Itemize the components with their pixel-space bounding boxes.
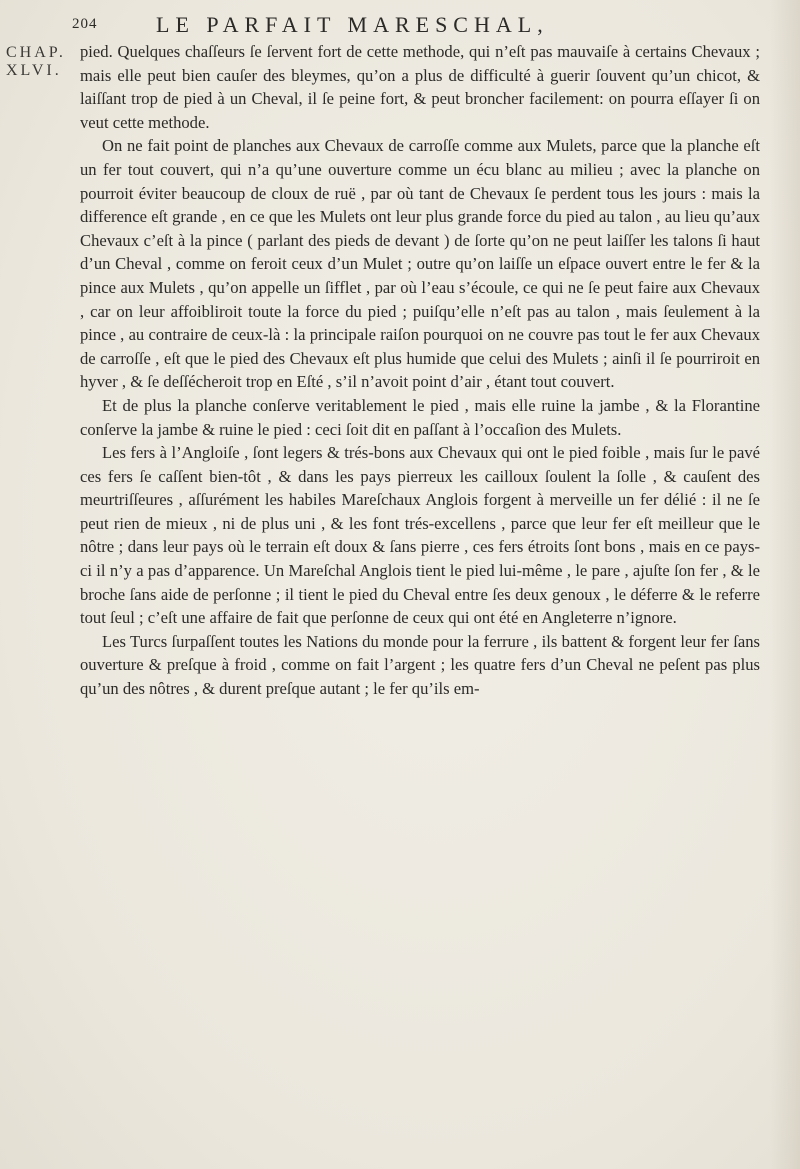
- margin-chapter-label: CHAP.: [6, 44, 66, 61]
- paragraph-5: Les Turcs ſurpaſſent toutes les Nations du monde pour la ferrure , ils battent & forgent leur fer ſans ouverture & preſque à froid , comme on fait l’argent ; les quatre fers d’un Cheval ne peſent pas plus qu’un des nôtres , & durent preſque autant ; le fer qu’ils em-: [80, 631, 760, 699]
- chapter-margin-note: [6, 44, 66, 80]
- paragraph-4: Les fers à l’Angloiſe , ſont legers & trés-bons aux Chevaux qui ont le pied foible , mais ſur le pavé ces fers ſe caſſent bien-tôt , & dans les pays pierreux les cailloux ſoulent la ſolle , & cauſent des meurtriſſeures , aſſurément les habiles Mareſchaux Anglois forgent à merveille un fer délié : il ne ſe peut rien de mieux , ni de plus uni , & les font trés-excellens , parce que leur fer eſt meilleur que le nôtre ; dans leur pays où le terrain eſt doux & ſans pierre , ces fers étroits ſont bons , mais en ce pays-ci il n’y a pas d’apparence. Un Mareſchal Anglois tient le pied lui-même , le pare , ajuſte ſon fer , & le broche ſans aide de perſonne ; il tient le pied du Cheval entre ſes deux genoux , le déferre & le referre tout ſeul ; c’eſt une affaire de fait que perſonne de ceux qui ont été en Angleterre n’ignore.: [80, 443, 760, 628]
- page-edge-shadow: [770, 0, 800, 1169]
- paragraph-1: pied. Quelques chaſſeurs ſe ſervent fort de cette methode, qui n’eſt pas mauvaiſe à certains Chevaux ; mais elle peut bien cauſer des bleymes, qu’on a plus de difficulté à guerir ſouvent qu’un chicot, & laiſſant trop de pied à un Cheval, il ſe peine fort, & peut broncher facilement: on pourra eſſayer ſi on veut cette methode.: [80, 42, 760, 132]
- body-text: [80, 40, 760, 701]
- paragraph-3: Et de plus la planche conſerve veritablement le pied , mais elle ruine la jambe , & la Florantine conſerve la jambe & ruine le pied : ceci ſoit dit en paſſant à l’occaſion des Mulets.: [80, 395, 760, 439]
- page-header: [72, 12, 762, 42]
- running-head: LE PARFAIT MARESCHAL,: [156, 12, 549, 37]
- paragraph-2: On ne fait point de planches aux Chevaux de carroſſe comme aux Mulets, parce que la planche eſt un fer tout couvert, qui n’a qu’une ouverture comme un écu blanc au milieu ; avec la planche on pourroit éviter beaucoup de cloux de ruë , par où tant de Chevaux ſe perdent tous les jours : mais la difference eſt grande , en ce que les Mulets ont leur plus grande force du pied au talon , au lieu qu’aux Chevaux c’eſt à la pince ( parlant des pieds de devant ) de ſorte qu’on ne peut laiſſer les talons ſi haut d’un Cheval , comme on feroit ceux d’un Mulet ; outre qu’on laiſſe un eſpace ouvert entre le fer & la pince aux Mulets , qu’on appelle un ſifflet , par où l’eau s’écoule, ce qui ne ſe peut faire aux Chevaux , car on leur affoibliroit toute la force du pied ; puiſqu’elle n’eſt pas au talon , mais ſeulement à la pince , au contraire de ceux-là : la principale raiſon pourquoi on ne couvre pas tout le fer aux Chevaux de carroſſe , eſt que le pied des Chevaux eſt plus humide que celui des Mulets ; ainſi il ſe pourriroit en hyver , & ſe deſſécheroit trop en Eſté , s’il n’avoit point d’air , étant tout couvert.: [80, 136, 760, 392]
- margin-chapter-number: XLVI.: [6, 62, 62, 79]
- page-number: 204: [72, 16, 98, 32]
